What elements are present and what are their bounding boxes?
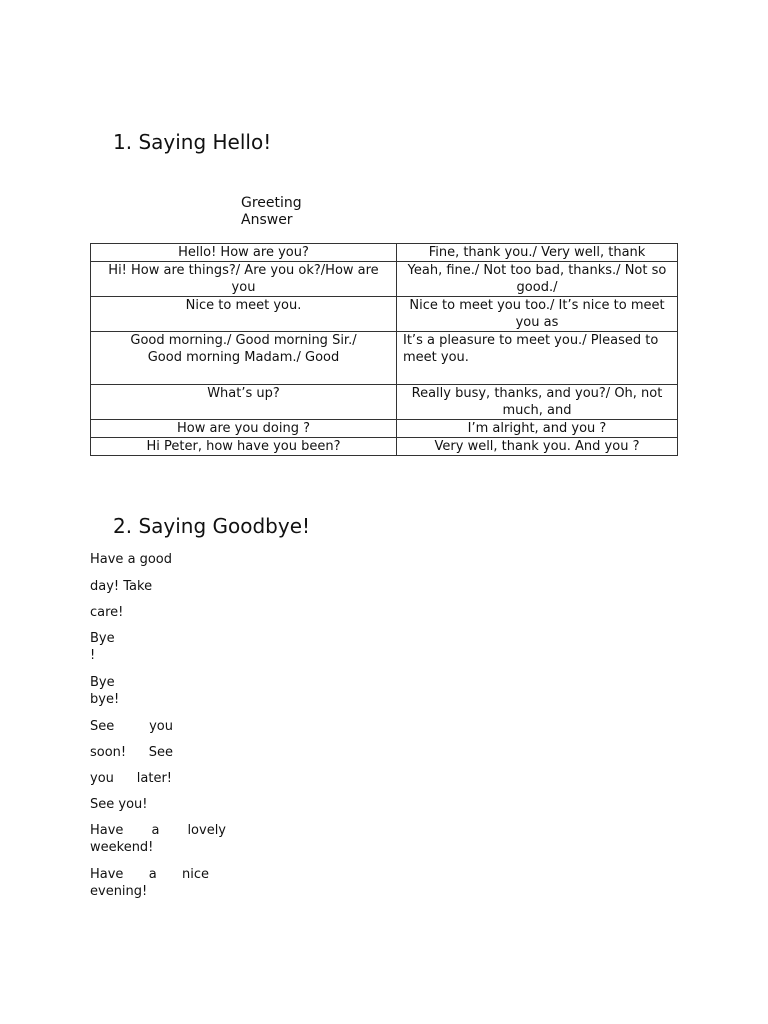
table-row — [91, 420, 678, 438]
table-row — [91, 262, 678, 297]
column-label-greeting: Greeting — [241, 195, 302, 211]
table-row — [91, 385, 678, 420]
goodbye-line: Have a good — [90, 552, 172, 567]
goodbye-line: you later! — [90, 771, 172, 786]
goodbye-line: day! Take — [90, 579, 153, 594]
section-title-saying-goodbye: 2. Saying Goodbye! — [113, 514, 311, 538]
greeting-cell: Nice to meet you. — [91, 297, 397, 332]
answer-cell: Fine, thank you./ Very well, thank — [397, 244, 678, 262]
column-label-answer: Answer — [241, 212, 293, 228]
section-title-saying-hello: 1. Saying Hello! — [113, 130, 272, 154]
goodbye-line: Bye ! — [90, 631, 115, 663]
table-row — [91, 332, 678, 385]
goodbye-line: care! — [90, 605, 124, 620]
goodbye-line: See you! — [90, 797, 148, 812]
greeting-cell: How are you doing ? — [91, 420, 397, 438]
goodbye-line: Have a nice evening! — [90, 867, 209, 899]
table-row — [91, 297, 678, 332]
greeting-cell: Hello! How are you? — [91, 244, 397, 262]
greeting-cell: Good morning./ Good morning Sir./ Good morning Madam./ Good — [91, 332, 397, 385]
answer-cell: Yeah, fine./ Not too bad, thanks./ Not so good./ — [397, 262, 678, 297]
greeting-cell: Hi! How are things?/ Are you ok?/How are you — [91, 262, 397, 297]
answer-cell: I’m alright, and you ? — [397, 420, 678, 438]
answer-cell: Nice to meet you too./ It’s nice to meet you as — [397, 297, 678, 332]
table-row — [91, 438, 678, 456]
answer-cell: It’s a pleasure to meet you./ Pleased to meet you. — [397, 332, 678, 385]
greeting-table — [90, 243, 678, 456]
table-row — [91, 244, 678, 262]
greeting-cell: Hi Peter, how have you been? — [91, 438, 397, 456]
answer-cell: Really busy, thanks, and you?/ Oh, not much, and — [397, 385, 678, 420]
goodbye-line: Bye bye! — [90, 675, 120, 707]
greeting-cell: What’s up? — [91, 385, 397, 420]
goodbye-line: soon! See — [90, 745, 173, 760]
answer-cell: Very well, thank you. And you ? — [397, 438, 678, 456]
column-labels — [241, 195, 302, 229]
goodbye-line: Have a lovely weekend! — [90, 823, 226, 855]
goodbye-line: See you — [90, 719, 173, 734]
